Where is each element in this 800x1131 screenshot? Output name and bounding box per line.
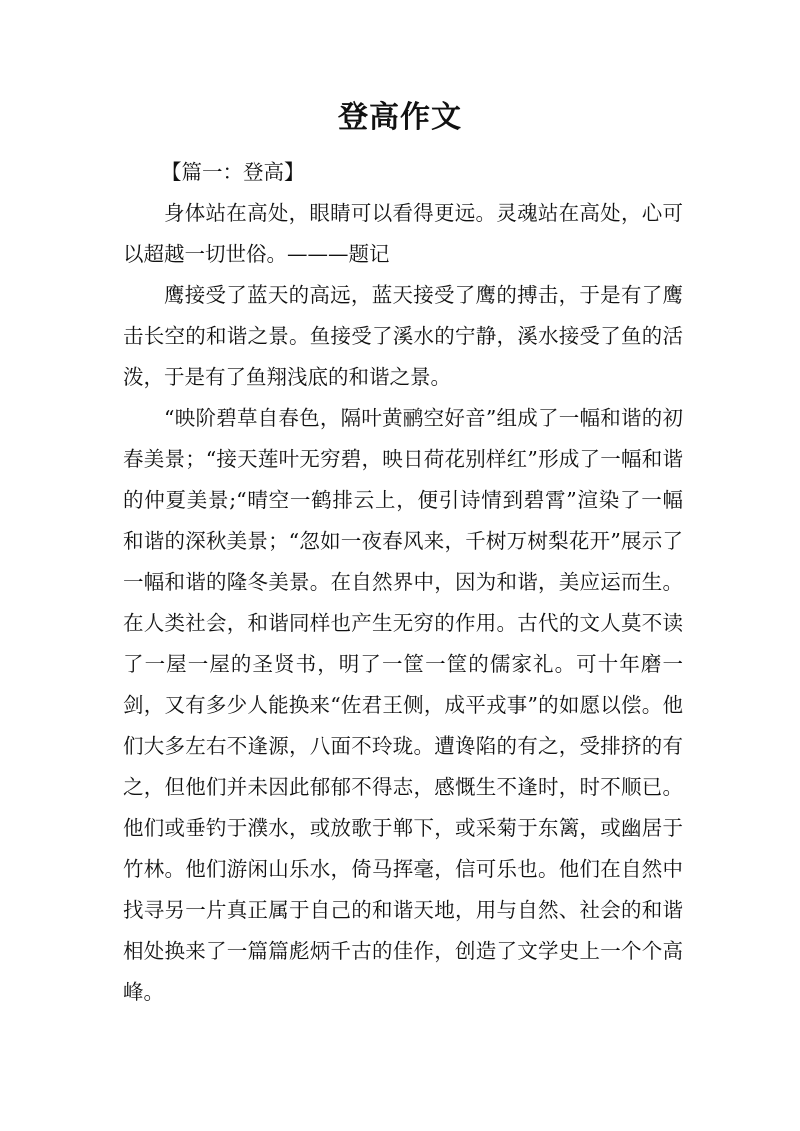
body-paragraph: 鹰接受了蓝天的高远，蓝天接受了鹰的搏击，于是有了鹰击长空的和谐之景。鱼接受了溪水的宁静，溪水接受了鱼的活泼，于是有了鱼翔浅底的和谐之景。 bbox=[123, 283, 683, 389]
section-label: 【篇一：登高】 bbox=[161, 160, 305, 184]
essay-body bbox=[123, 152, 683, 1013]
body-paragraph: “映阶碧草自春色，隔叶黄鹂空好音”组成了一幅和谐的初春美景；“接天莲叶无穷碧，映日荷花别样红”形成了一幅和谐的仲夏美景;“晴空一鹤排云上，便引诗情到碧霄”渲染了一幅和谐的深秋美景；“忽如一夜春风来，千树万树梨花开”展示了一幅和谐的隆冬美景。在自然界中，因为和谐，美应运而生。在人类社会，和谐同样也产生无穷的作用。古代的文人莫不读了一屋一屋的圣贤书，明了一筐一筐的儒家礼。可十年磨一剑，又有多少人能换来“佐君王侧，成平戎事”的如愿以偿。他们大多左右不逢源，八面不玲珑。遭谗陷的有之，受排挤的有之，但他们并未因此郁郁不得志，感慨生不逢时，时不顺已。他们或垂钓于濮水，或放歌于郸下，或采菊于东篱，或幽居于竹林。他们游闲山乐水，倚马挥毫，信可乐也。他们在自然中找寻另一片真正属于自己的和谐天地，用与自然、社会的和谐相处换来了一篇篇彪炳千古的佳作，创造了文学史上一个个高峰。 bbox=[123, 406, 683, 1004]
page-title: 登高作文 bbox=[338, 100, 462, 135]
epigraph-paragraph: 身体站在高处，眼睛可以看得更远。灵魂站在高处，心可以超越一切世俗。———题记 bbox=[123, 201, 683, 266]
